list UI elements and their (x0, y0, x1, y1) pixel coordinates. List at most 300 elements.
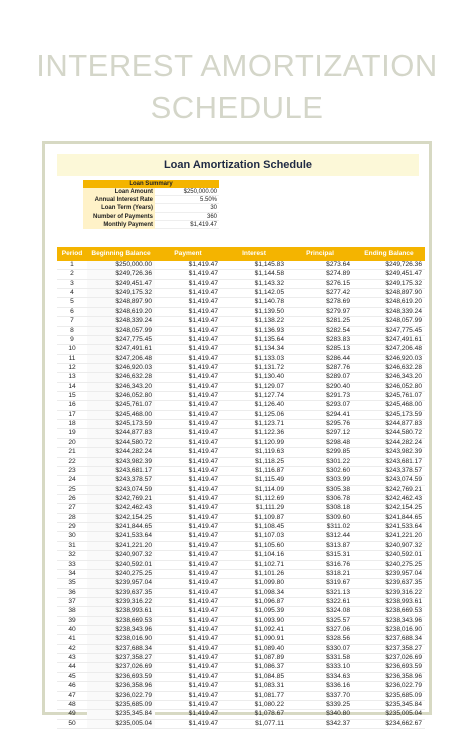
cell-beginning-balance[interactable]: $246,632.28 (87, 373, 155, 381)
cell-ending-balance[interactable]: $243,378.57 (385, 466, 422, 474)
cell-payment[interactable]: $1,419.47 (188, 457, 218, 465)
cell-principal[interactable]: $315.31 (326, 551, 350, 559)
cell-ending-balance[interactable]: $239,957.04 (385, 569, 422, 577)
cell-principal[interactable]: $339.25 (326, 700, 350, 708)
cell-principal[interactable]: $279.97 (326, 307, 350, 315)
cell-period[interactable]: 11 (68, 354, 76, 362)
cell-payment[interactable]: $1,419.47 (188, 682, 218, 690)
cell-interest[interactable]: $1,084.85 (254, 672, 284, 680)
cell-interest[interactable]: $1,101.26 (254, 569, 284, 577)
cell-period[interactable]: 16 (68, 401, 76, 409)
cell-period[interactable]: 49 (68, 710, 76, 718)
cell-ending-balance[interactable]: $242,769.21 (385, 485, 422, 493)
cell-period[interactable]: 29 (68, 523, 76, 531)
cell-principal[interactable]: $303.99 (326, 476, 350, 484)
cell-interest[interactable]: $1,116.87 (255, 466, 284, 474)
cell-interest[interactable]: $1,092.41 (254, 626, 284, 634)
cell-period[interactable]: 19 (68, 429, 76, 437)
cell-period[interactable]: 15 (68, 392, 76, 400)
cell-period[interactable]: 5 (70, 298, 74, 306)
cell-payment[interactable]: $1,419.47 (188, 597, 218, 605)
cell-period[interactable]: 8 (70, 326, 74, 334)
cell-beginning-balance[interactable]: $242,154.25 (87, 514, 155, 522)
cell-principal[interactable]: $327.06 (326, 626, 350, 634)
cell-interest[interactable]: $1,096.87 (254, 597, 284, 605)
cell-beginning-balance[interactable]: $244,282.24 (87, 448, 155, 456)
cell-ending-balance[interactable]: $248,057.99 (385, 317, 422, 325)
cell-ending-balance[interactable]: $242,462.43 (385, 494, 422, 502)
cell-payment[interactable]: $1,419.47 (188, 298, 218, 306)
cell-period[interactable]: 35 (68, 579, 76, 587)
cell-principal[interactable]: $273.64 (326, 261, 350, 268)
cell-beginning-balance[interactable]: $246,920.03 (87, 364, 155, 372)
cell-principal[interactable]: $316.76 (326, 560, 350, 568)
cell-principal[interactable]: $319.67 (326, 579, 350, 587)
cell-payment[interactable]: $1,419.47 (188, 392, 218, 400)
summary-value[interactable]: 30 (155, 204, 219, 212)
cell-period[interactable]: 25 (68, 485, 76, 493)
cell-beginning-balance[interactable]: $244,580.72 (87, 439, 155, 447)
cell-payment[interactable]: $1,419.47 (188, 691, 218, 699)
cell-payment[interactable]: $1,419.47 (188, 401, 218, 409)
cell-ending-balance[interactable]: $247,491.61 (385, 335, 422, 343)
cell-payment[interactable]: $1,419.47 (188, 616, 218, 624)
cell-payment[interactable]: $1,419.47 (188, 307, 218, 315)
cell-payment[interactable]: $1,419.47 (188, 345, 218, 353)
cell-ending-balance[interactable]: $247,206.48 (385, 345, 422, 353)
cell-ending-balance[interactable]: $238,669.53 (385, 607, 422, 615)
cell-beginning-balance[interactable]: $246,052.80 (87, 392, 155, 400)
cell-ending-balance[interactable]: $248,619.20 (385, 298, 422, 306)
cell-beginning-balance[interactable]: $236,693.59 (87, 673, 155, 681)
cell-period[interactable]: 21 (68, 448, 76, 456)
cell-interest[interactable]: $1,114.09 (255, 485, 284, 493)
cell-beginning-balance[interactable]: $248,619.20 (87, 308, 155, 316)
cell-period[interactable]: 10 (68, 345, 76, 353)
cell-beginning-balance[interactable]: $235,345.84 (87, 710, 155, 718)
cell-beginning-balance[interactable]: $250,000.00 (87, 261, 155, 269)
cell-payment[interactable]: $1,419.47 (188, 532, 218, 540)
cell-period[interactable]: 43 (68, 654, 76, 662)
cell-ending-balance[interactable]: $243,681.17 (385, 457, 422, 465)
cell-payment[interactable]: $1,419.47 (188, 466, 218, 474)
summary-value[interactable]: 5.50% (155, 196, 219, 204)
cell-period[interactable]: 36 (68, 588, 76, 596)
cell-period[interactable]: 22 (68, 457, 76, 465)
cell-beginning-balance[interactable]: $237,358.27 (87, 654, 155, 662)
cell-payment[interactable]: $1,419.47 (188, 588, 218, 596)
cell-period[interactable]: 13 (68, 373, 76, 381)
cell-payment[interactable]: $1,419.47 (188, 448, 218, 456)
cell-principal[interactable]: $278.69 (326, 298, 350, 306)
cell-interest[interactable]: $1,136.93 (254, 326, 284, 334)
cell-ending-balance[interactable]: $239,316.22 (385, 588, 422, 596)
cell-principal[interactable]: $330.07 (326, 644, 350, 652)
cell-beginning-balance[interactable]: $237,026.69 (87, 663, 155, 671)
cell-interest[interactable]: $1,129.07 (254, 382, 284, 390)
cell-period[interactable]: 46 (68, 682, 76, 690)
cell-payment[interactable]: $1,419.47 (188, 569, 218, 577)
cell-ending-balance[interactable]: $244,580.72 (385, 429, 422, 437)
cell-ending-balance[interactable]: $235,685.09 (385, 691, 422, 699)
cell-period[interactable]: 40 (68, 626, 76, 634)
cell-beginning-balance[interactable]: $239,316.22 (87, 598, 155, 606)
cell-payment[interactable]: $1,419.47 (188, 719, 218, 727)
cell-interest[interactable]: $1,144.58 (254, 270, 284, 278)
cell-beginning-balance[interactable]: $238,343.96 (87, 626, 155, 634)
cell-interest[interactable]: $1,089.40 (254, 644, 284, 652)
cell-principal[interactable]: $286.44 (326, 354, 350, 362)
cell-ending-balance[interactable]: $237,026.69 (385, 654, 422, 662)
cell-beginning-balance[interactable]: $247,206.48 (87, 355, 155, 363)
cell-period[interactable]: 24 (68, 476, 76, 484)
cell-beginning-balance[interactable]: $243,681.17 (87, 467, 155, 475)
cell-interest[interactable]: $1,109.87 (254, 513, 284, 521)
cell-interest[interactable]: $1,145.83 (254, 261, 284, 268)
cell-beginning-balance[interactable]: $245,468.00 (87, 411, 155, 419)
cell-principal[interactable]: $293.07 (326, 401, 350, 409)
cell-payment[interactable]: $1,419.47 (188, 663, 218, 671)
cell-period[interactable]: 37 (68, 597, 76, 605)
cell-principal[interactable]: $309.60 (326, 513, 350, 521)
cell-principal[interactable]: $289.07 (326, 373, 350, 381)
cell-payment[interactable]: $1,419.47 (188, 513, 218, 521)
cell-ending-balance[interactable]: $248,897.90 (385, 289, 422, 297)
cell-interest[interactable]: $1,133.03 (254, 354, 284, 362)
cell-period[interactable]: 4 (70, 289, 74, 297)
cell-principal[interactable]: $305.38 (326, 485, 350, 493)
cell-period[interactable]: 12 (68, 363, 76, 371)
cell-principal[interactable]: $312.44 (326, 532, 350, 540)
cell-interest[interactable]: $1,131.72 (254, 363, 284, 371)
cell-beginning-balance[interactable]: $241,844.65 (87, 523, 155, 531)
cell-payment[interactable]: $1,419.47 (188, 270, 218, 278)
summary-value[interactable]: $250,000.00 (155, 188, 219, 196)
cell-interest[interactable]: $1,123.71 (254, 420, 284, 428)
cell-payment[interactable]: $1,419.47 (188, 335, 218, 343)
cell-beginning-balance[interactable]: $249,726.36 (87, 270, 155, 278)
cell-principal[interactable]: $276.15 (326, 279, 350, 287)
cell-interest[interactable]: $1,143.32 (254, 279, 284, 287)
cell-interest[interactable]: $1,104.16 (254, 551, 284, 559)
cell-principal[interactable]: $333.10 (326, 663, 350, 671)
cell-beginning-balance[interactable]: $238,993.61 (87, 607, 155, 615)
cell-ending-balance[interactable]: $238,343.96 (385, 616, 422, 624)
cell-principal[interactable]: $283.83 (326, 335, 350, 343)
cell-beginning-balance[interactable]: $238,669.53 (87, 617, 155, 625)
cell-ending-balance[interactable]: $240,592.01 (385, 551, 422, 559)
cell-ending-balance[interactable]: $238,993.61 (385, 597, 422, 605)
cell-beginning-balance[interactable]: $238,016.90 (87, 635, 155, 643)
cell-period[interactable]: 34 (68, 569, 76, 577)
cell-principal[interactable]: $322.61 (326, 597, 350, 605)
cell-payment[interactable]: $1,419.47 (188, 700, 218, 708)
cell-interest[interactable]: $1,086.37 (254, 663, 284, 671)
cell-beginning-balance[interactable]: $242,769.21 (87, 495, 155, 503)
cell-principal[interactable]: $340.80 (326, 710, 350, 718)
cell-ending-balance[interactable]: $246,920.03 (385, 354, 422, 362)
cell-ending-balance[interactable]: $243,074.59 (385, 476, 422, 484)
cell-principal[interactable]: $337.70 (326, 691, 350, 699)
cell-period[interactable]: 45 (68, 672, 76, 680)
cell-payment[interactable]: $1,419.47 (188, 644, 218, 652)
cell-beginning-balance[interactable]: $235,685.09 (87, 701, 155, 709)
cell-principal[interactable]: $331.58 (326, 654, 350, 662)
cell-ending-balance[interactable]: $236,693.59 (385, 663, 422, 671)
cell-principal[interactable]: $308.18 (326, 504, 350, 512)
cell-ending-balance[interactable]: $245,761.07 (385, 392, 422, 400)
cell-payment[interactable]: $1,419.47 (188, 654, 218, 662)
cell-period[interactable]: 3 (70, 279, 74, 287)
cell-interest[interactable]: $1,111.29 (255, 504, 284, 512)
cell-principal[interactable]: $287.76 (326, 363, 350, 371)
cell-interest[interactable]: $1,120.99 (254, 438, 284, 446)
cell-period[interactable]: 6 (70, 307, 74, 315)
cell-principal[interactable]: $285.13 (326, 345, 350, 353)
cell-payment[interactable]: $1,419.47 (188, 504, 218, 512)
cell-period[interactable]: 26 (68, 494, 76, 502)
cell-ending-balance[interactable]: $242,154.25 (385, 504, 422, 512)
cell-payment[interactable]: $1,419.47 (188, 541, 218, 549)
cell-payment[interactable]: $1,419.47 (188, 279, 218, 287)
cell-period[interactable]: 48 (68, 700, 76, 708)
cell-interest[interactable]: $1,078.67 (254, 710, 284, 718)
cell-payment[interactable]: $1,419.47 (188, 289, 218, 297)
cell-principal[interactable]: $321.13 (326, 588, 350, 596)
cell-interest[interactable]: $1,108.45 (254, 523, 284, 531)
cell-payment[interactable]: $1,419.47 (188, 317, 218, 325)
cell-ending-balance[interactable]: $234,662.67 (385, 719, 422, 727)
cell-period[interactable]: 28 (68, 513, 76, 521)
cell-beginning-balance[interactable]: $236,358.96 (87, 682, 155, 690)
cell-period[interactable]: 20 (68, 438, 76, 446)
cell-principal[interactable]: $334.63 (326, 672, 350, 680)
cell-payment[interactable]: $1,419.47 (188, 710, 218, 718)
cell-ending-balance[interactable]: $241,844.65 (385, 513, 422, 521)
cell-beginning-balance[interactable]: $247,775.45 (87, 336, 155, 344)
cell-principal[interactable]: $301.22 (326, 457, 350, 465)
cell-principal[interactable]: $328.56 (326, 635, 350, 643)
cell-beginning-balance[interactable]: $245,173.59 (87, 420, 155, 428)
cell-principal[interactable]: $282.54 (326, 326, 350, 334)
cell-payment[interactable]: $1,419.47 (188, 476, 218, 484)
cell-ending-balance[interactable]: $247,775.45 (385, 326, 422, 334)
cell-payment[interactable]: $1,419.47 (188, 551, 218, 559)
cell-period[interactable]: 14 (68, 382, 76, 390)
cell-payment[interactable]: $1,419.47 (188, 494, 218, 502)
cell-ending-balance[interactable]: $246,632.28 (385, 363, 422, 371)
cell-beginning-balance[interactable]: $243,982.39 (87, 458, 155, 466)
cell-principal[interactable]: $306.78 (326, 494, 350, 502)
cell-interest[interactable]: $1,125.06 (254, 410, 284, 418)
cell-beginning-balance[interactable]: $236,022.79 (87, 692, 155, 700)
cell-interest[interactable]: $1,098.34 (254, 588, 284, 596)
cell-period[interactable]: 17 (68, 410, 76, 418)
cell-payment[interactable]: $1,419.47 (188, 560, 218, 568)
cell-payment[interactable]: $1,419.47 (188, 438, 218, 446)
cell-principal[interactable]: $342.37 (326, 719, 350, 727)
cell-payment[interactable]: $1,419.47 (188, 261, 218, 268)
cell-ending-balance[interactable]: $245,468.00 (385, 401, 422, 409)
cell-principal[interactable]: $336.16 (326, 682, 350, 690)
cell-ending-balance[interactable]: $244,877.83 (385, 420, 422, 428)
cell-interest[interactable]: $1,080.22 (254, 700, 284, 708)
cell-ending-balance[interactable]: $245,173.59 (385, 410, 422, 418)
cell-payment[interactable]: $1,419.47 (188, 429, 218, 437)
cell-payment[interactable]: $1,419.47 (188, 382, 218, 390)
cell-payment[interactable]: $1,419.47 (188, 607, 218, 615)
cell-principal[interactable]: $313.87 (326, 541, 350, 549)
cell-beginning-balance[interactable]: $244,877.83 (87, 429, 155, 437)
cell-payment[interactable]: $1,419.47 (188, 326, 218, 334)
cell-period[interactable]: 9 (70, 335, 74, 343)
cell-payment[interactable]: $1,419.47 (188, 373, 218, 381)
cell-principal[interactable]: $302.60 (326, 466, 350, 474)
cell-ending-balance[interactable]: $236,358.96 (385, 672, 422, 680)
cell-period[interactable]: 38 (68, 607, 76, 615)
cell-payment[interactable]: $1,419.47 (188, 420, 218, 428)
cell-payment[interactable]: $1,419.47 (188, 410, 218, 418)
cell-beginning-balance[interactable]: $241,533.64 (87, 532, 155, 540)
cell-payment[interactable]: $1,419.47 (188, 672, 218, 680)
cell-ending-balance[interactable]: $241,221.20 (385, 532, 422, 540)
cell-ending-balance[interactable]: $248,339.24 (385, 307, 422, 315)
cell-interest[interactable]: $1,142.05 (254, 289, 284, 297)
cell-interest[interactable]: $1,083.31 (254, 682, 284, 690)
cell-interest[interactable]: $1,122.36 (254, 429, 284, 437)
cell-interest[interactable]: $1,093.90 (254, 616, 284, 624)
cell-principal[interactable]: $295.76 (326, 420, 350, 428)
cell-period[interactable]: 23 (68, 466, 76, 474)
cell-beginning-balance[interactable]: $248,339.24 (87, 317, 155, 325)
cell-beginning-balance[interactable]: $243,378.57 (87, 476, 155, 484)
cell-ending-balance[interactable]: $239,637.35 (385, 579, 422, 587)
cell-principal[interactable]: $311.02 (326, 523, 350, 531)
cell-period[interactable]: 31 (68, 541, 76, 549)
cell-beginning-balance[interactable]: $248,057.99 (87, 327, 155, 335)
cell-principal[interactable]: $294.41 (326, 410, 350, 418)
cell-interest[interactable]: $1,140.78 (254, 298, 284, 306)
cell-period[interactable]: 42 (68, 644, 76, 652)
cell-period[interactable]: 2 (70, 270, 74, 278)
cell-interest[interactable]: $1,107.03 (254, 532, 284, 540)
cell-ending-balance[interactable]: $246,343.20 (385, 373, 422, 381)
cell-interest[interactable]: $1,127.74 (254, 392, 284, 400)
summary-value[interactable]: 360 (155, 213, 219, 221)
cell-payment[interactable]: $1,419.47 (188, 635, 218, 643)
cell-ending-balance[interactable]: $237,688.34 (385, 635, 422, 643)
cell-ending-balance[interactable]: $243,982.39 (385, 448, 422, 456)
cell-interest[interactable]: $1,130.40 (254, 373, 284, 381)
cell-principal[interactable]: $290.40 (326, 382, 350, 390)
cell-beginning-balance[interactable]: $249,175.32 (87, 289, 155, 297)
cell-interest[interactable]: $1,099.80 (254, 579, 284, 587)
cell-principal[interactable]: $324.08 (326, 607, 350, 615)
cell-period[interactable]: 1 (70, 261, 74, 268)
cell-beginning-balance[interactable]: $246,343.20 (87, 383, 155, 391)
cell-period[interactable]: 39 (68, 616, 76, 624)
cell-beginning-balance[interactable]: $235,005.04 (87, 720, 155, 728)
cell-payment[interactable]: $1,419.47 (188, 579, 218, 587)
cell-principal[interactable]: $281.25 (326, 317, 350, 325)
cell-period[interactable]: 33 (68, 560, 76, 568)
cell-ending-balance[interactable]: $235,345.84 (385, 700, 422, 708)
cell-interest[interactable]: $1,135.64 (254, 335, 284, 343)
cell-period[interactable]: 7 (70, 317, 74, 325)
cell-payment[interactable]: $1,419.47 (188, 485, 218, 493)
cell-ending-balance[interactable]: $249,726.36 (385, 261, 422, 268)
cell-period[interactable]: 32 (68, 551, 76, 559)
cell-interest[interactable]: $1,138.22 (254, 317, 284, 325)
cell-beginning-balance[interactable]: $243,074.59 (87, 486, 155, 494)
cell-principal[interactable]: $318.21 (326, 569, 350, 577)
cell-ending-balance[interactable]: $244,282.24 (385, 438, 422, 446)
cell-ending-balance[interactable]: $240,907.32 (385, 541, 422, 549)
cell-principal[interactable]: $277.42 (326, 289, 350, 297)
cell-interest[interactable]: $1,119.63 (255, 448, 284, 456)
cell-interest[interactable]: $1,118.25 (255, 457, 284, 465)
cell-beginning-balance[interactable]: $247,491.61 (87, 345, 155, 353)
cell-beginning-balance[interactable]: $237,688.34 (87, 645, 155, 653)
cell-ending-balance[interactable]: $249,175.32 (385, 279, 422, 287)
cell-principal[interactable]: $291.73 (326, 392, 350, 400)
cell-period[interactable]: 27 (68, 504, 76, 512)
cell-principal[interactable]: $298.48 (326, 438, 350, 446)
cell-beginning-balance[interactable]: $240,907.32 (87, 551, 155, 559)
cell-beginning-balance[interactable]: $241,221.20 (87, 542, 155, 550)
cell-beginning-balance[interactable]: $248,897.90 (87, 298, 155, 306)
cell-interest[interactable]: $1,102.71 (254, 560, 284, 568)
cell-interest[interactable]: $1,112.69 (255, 494, 284, 502)
cell-interest[interactable]: $1,105.60 (254, 541, 284, 549)
cell-interest[interactable]: $1,077.11 (255, 719, 284, 727)
cell-interest[interactable]: $1,087.89 (254, 654, 284, 662)
cell-ending-balance[interactable]: $235,005.04 (385, 710, 422, 718)
cell-interest[interactable]: $1,115.49 (255, 476, 284, 484)
cell-beginning-balance[interactable]: $239,957.04 (87, 579, 155, 587)
cell-payment[interactable]: $1,419.47 (188, 354, 218, 362)
cell-payment[interactable]: $1,419.47 (188, 523, 218, 531)
cell-payment[interactable]: $1,419.47 (188, 626, 218, 634)
cell-principal[interactable]: $325.57 (326, 616, 350, 624)
cell-principal[interactable]: $297.12 (326, 429, 350, 437)
cell-beginning-balance[interactable]: $240,275.25 (87, 570, 155, 578)
cell-beginning-balance[interactable]: $242,462.43 (87, 504, 155, 512)
cell-ending-balance[interactable]: $241,533.64 (385, 523, 422, 531)
cell-interest[interactable]: $1,134.34 (254, 345, 284, 353)
cell-ending-balance[interactable]: $238,016.90 (385, 626, 422, 634)
cell-ending-balance[interactable]: $236,022.79 (385, 682, 422, 690)
cell-principal[interactable]: $274.89 (326, 270, 350, 278)
cell-beginning-balance[interactable]: $239,637.35 (87, 589, 155, 597)
cell-period[interactable]: 47 (68, 691, 76, 699)
cell-interest[interactable]: $1,095.39 (254, 607, 284, 615)
cell-ending-balance[interactable]: $240,275.25 (385, 560, 422, 568)
cell-period[interactable]: 44 (68, 663, 76, 671)
summary-value[interactable]: $1,419.47 (155, 221, 219, 229)
cell-period[interactable]: 50 (68, 719, 76, 727)
cell-interest[interactable]: $1,139.50 (254, 307, 284, 315)
cell-interest[interactable]: $1,090.91 (254, 635, 284, 643)
cell-interest[interactable]: $1,081.77 (254, 691, 284, 699)
cell-beginning-balance[interactable]: $249,451.47 (87, 280, 155, 288)
cell-beginning-balance[interactable]: $240,592.01 (87, 561, 155, 569)
cell-period[interactable]: 30 (68, 532, 76, 540)
cell-ending-balance[interactable]: $246,052.80 (385, 382, 422, 390)
cell-ending-balance[interactable]: $249,451.47 (385, 270, 422, 278)
cell-period[interactable]: 18 (68, 420, 76, 428)
cell-principal[interactable]: $299.85 (326, 448, 350, 456)
